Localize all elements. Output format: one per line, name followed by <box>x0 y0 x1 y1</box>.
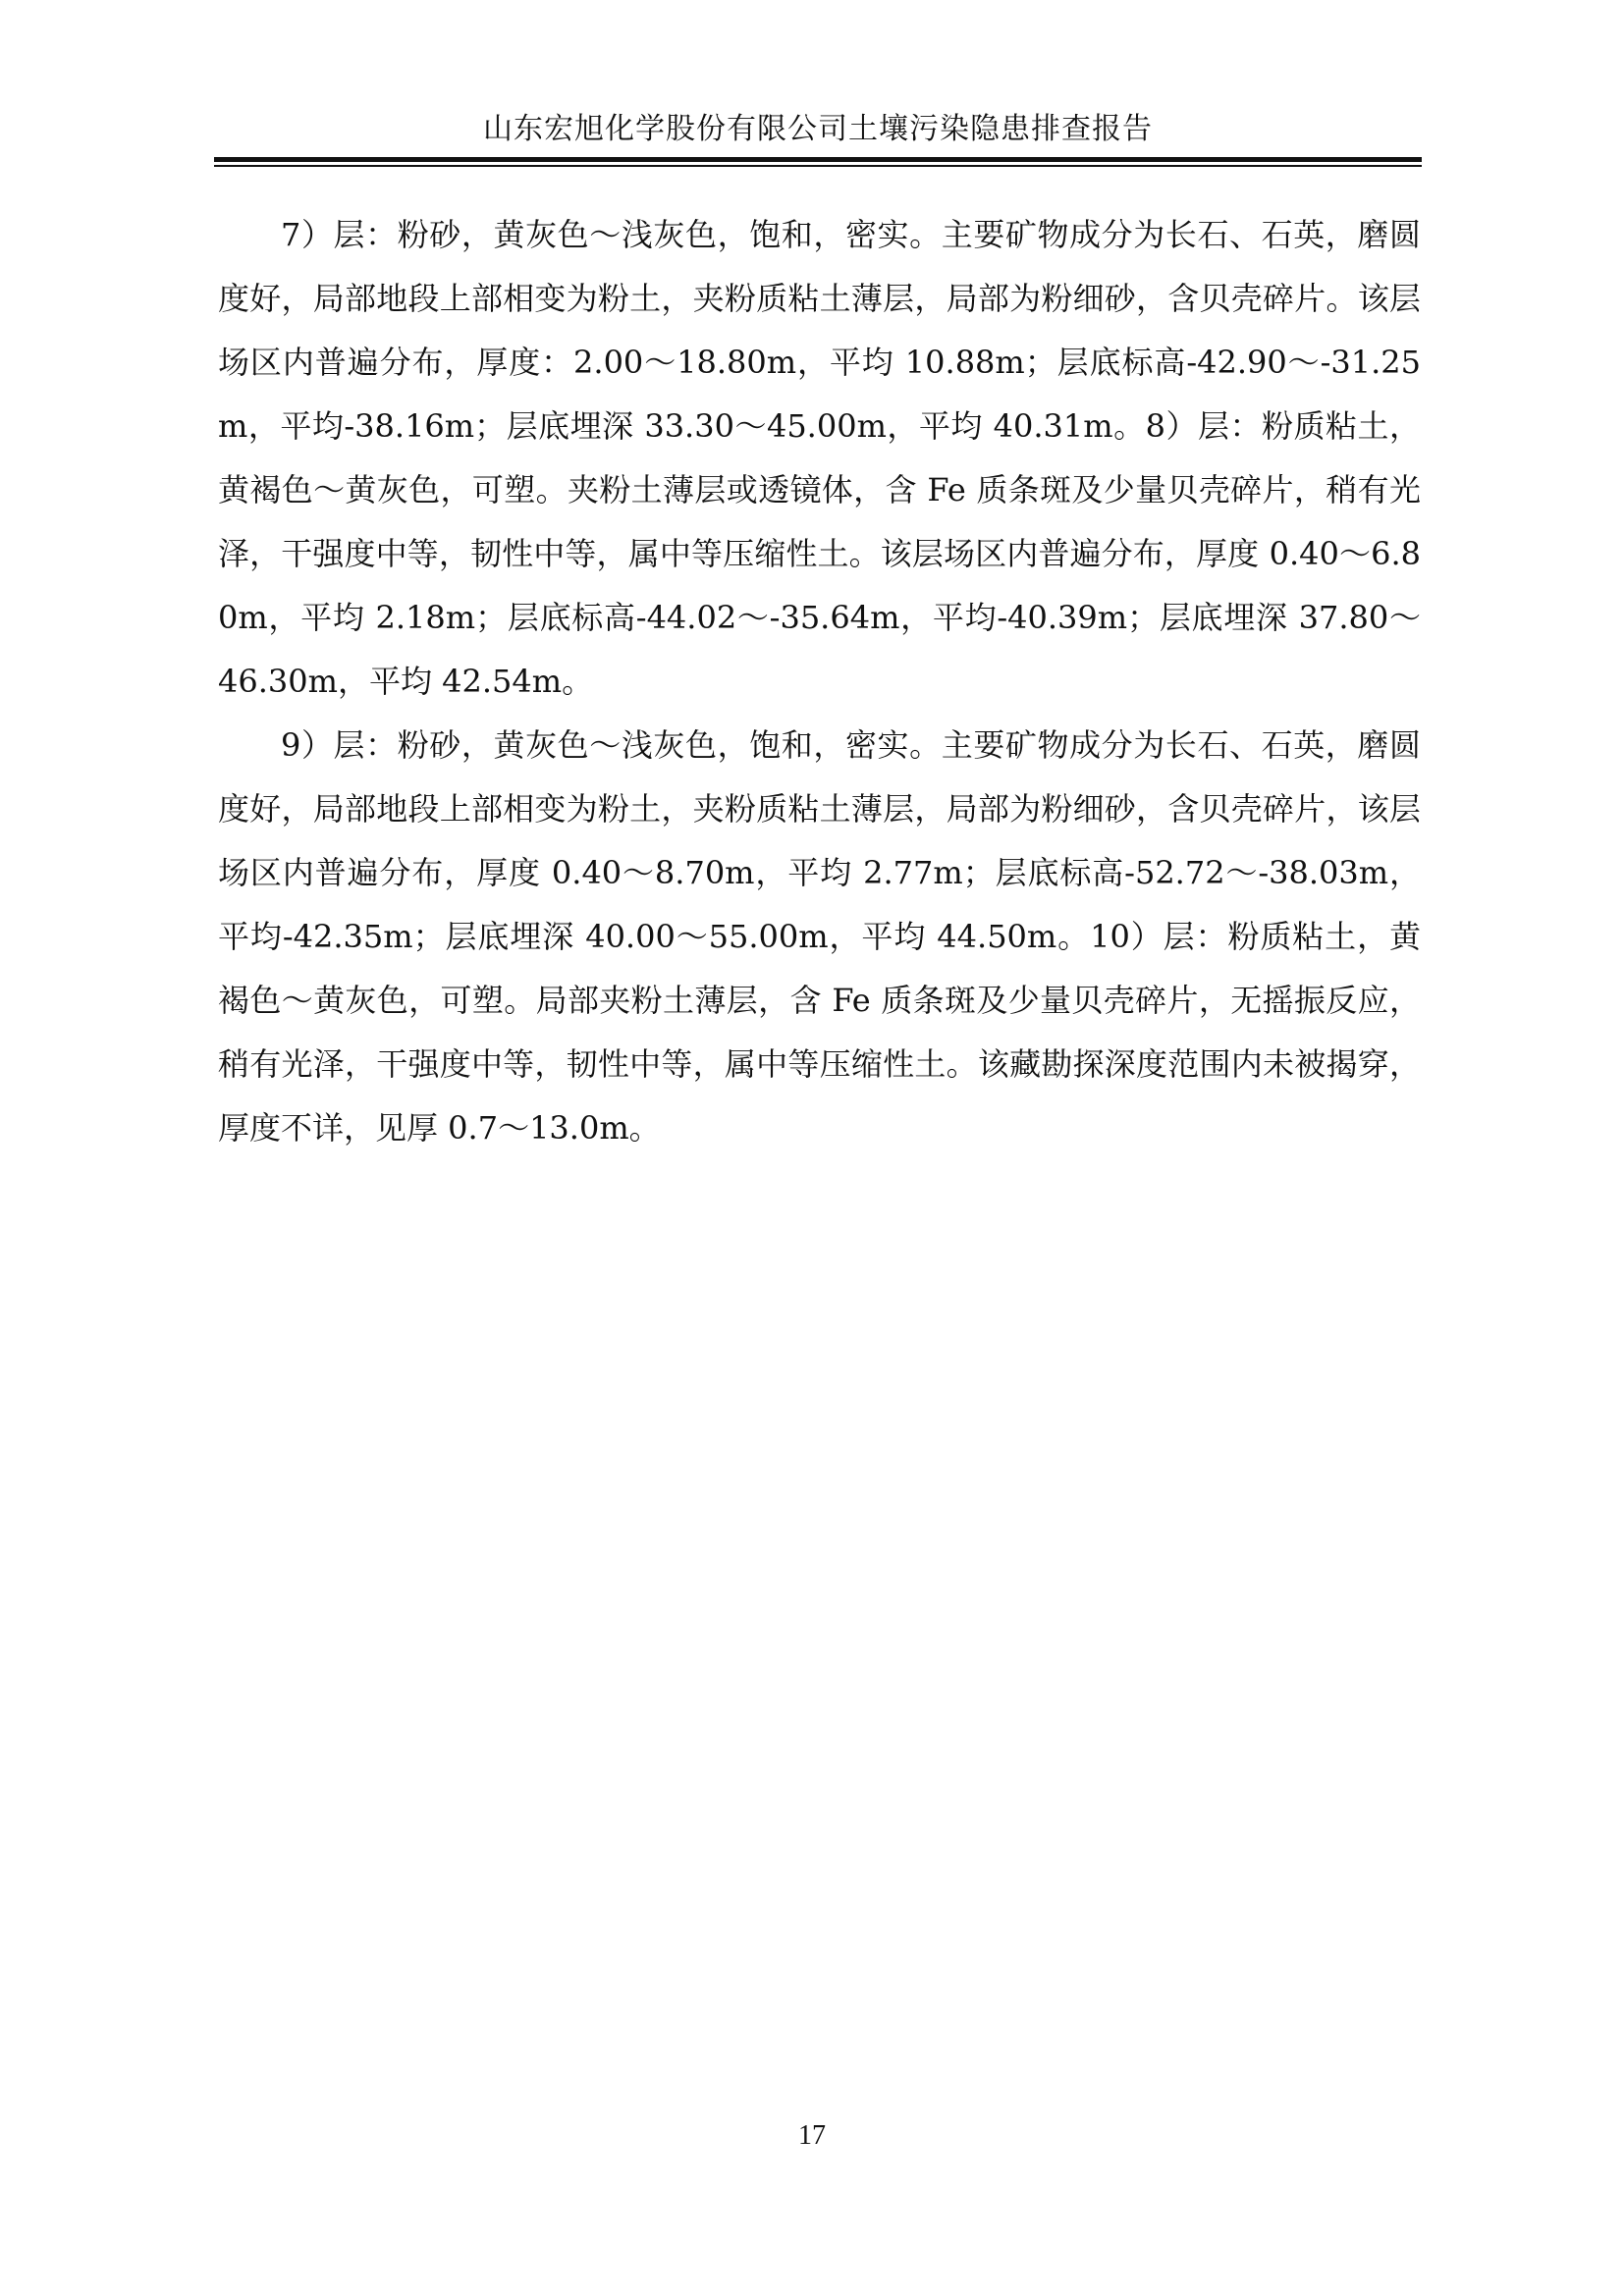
header-divider-thin <box>214 165 1422 167</box>
page-number: 17 <box>798 2120 826 2151</box>
paragraph-layer-9-10: 9）层：粉砂，黄灰色～浅灰色，饱和，密实。主要矿物成分为长石、石英，磨圆度好，局部地段上部相变为粉土，夹粉质粘土薄层，局部为粉细砂，含贝壳碎片，该层场区内普遍分布，厚度 0.40～8.70m，平均 2.77m；层底标高-52.72～-38.03m，平均-42.35m；层底埋深 40.00～55.00m，平均 44.50m。10）层：粉质粘土，黄褐色～黄灰色，可塑。局部夹粉土薄层，含 Fe 质条斑及少量贝壳碎片，无摇振反应，稍有光泽，干强度中等，韧性中等，属中等压缩性土。该藏勘探深度范围内未被揭穿，厚度不详，见厚 0.7～13.0m。 <box>218 726 1421 1147</box>
paragraph-layer-7-8: 7）层：粉砂，黄灰色～浅灰色，饱和，密实。主要矿物成分为长石、石英，磨圆度好，局部地段上部相变为粉土，夹粉质粘土薄层，局部为粉细砂，含贝壳碎片。该层场区内普遍分布，厚度：2.00～18.80m，平均 10.88m；层底标高-42.90～-31.25m，平均-38.16m；层底埋深 33.30～45.00m，平均 40.31m。8）层：粉质粘土，黄褐色～黄灰色，可塑。夹粉土薄层或透镜体，含 Fe 质条斑及少量贝壳碎片，稍有光泽，干强度中等，韧性中等，属中等压缩性土。该层场区内普遍分布，厚度 0.40～6.80m，平均 2.18m；层底标高-44.02～-35.64m，平均-40.39m；层底埋深 37.80～46.30m，平均 42.54m。 <box>218 216 1421 700</box>
header-divider-thick <box>214 157 1422 162</box>
page-header-title: 山东宏旭化学股份有限公司土壤污染隐患排查报告 <box>483 112 1153 146</box>
document-body <box>218 203 1421 1160</box>
